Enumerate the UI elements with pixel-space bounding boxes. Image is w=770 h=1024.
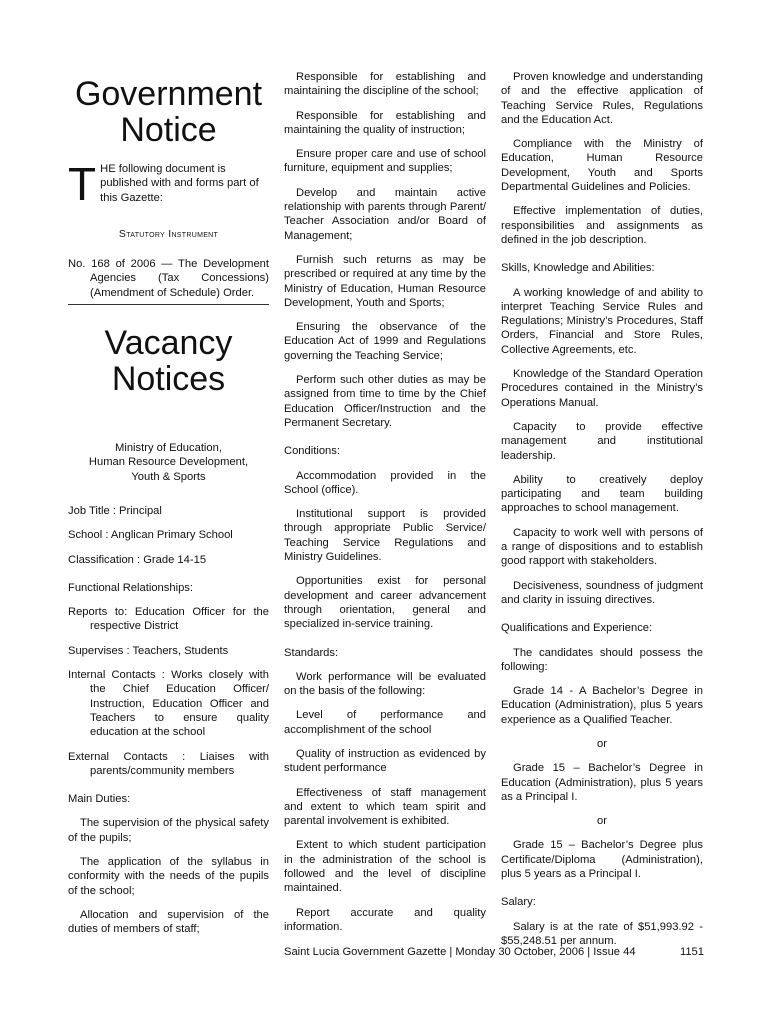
duty-item: Allocation and supervision of the duties of members of staff; [68,908,269,936]
skill-item: A working knowledge of and ability to interpret Teaching Service Rules and Regulations; Ministry’s Procedures, Staff Orders, Financial and Store Rules, Collective Agreements, etc. [501,286,703,356]
skill-item: Knowledge of the Standard Operation Procedures contained in the Ministry’s Operations Manual. [501,368,703,409]
qualification-item: Grade 14 - A Bachelor’s Degree in Education (Administration), plus 5 years experience as a Qualified Teacher. [501,685,703,726]
title-line-2: Notice [120,111,217,149]
page-footer [284,946,704,958]
standard-item: Quality of instruction as evidenced by student performance [284,747,486,775]
standard-item: Work performance will be evaluated on the basis of the following: [284,670,486,698]
skill-item: Capacity to provide effective management and institutional leadership. [501,420,703,462]
duty-item: The application of the syllabus in conformity with the needs of the pupils of the school; [68,856,269,897]
qualification-item: Grade 15 – Bachelor’s Degree in Education (Administration), plus 5 years as a Principal I. [501,762,703,803]
middle-column [284,70,486,944]
condition-item: Opportunities exist for personal development and career advancement through orientation, general and specialized in-service training. [284,575,486,631]
standard-item: Proven knowledge and understanding of and the effective application of Teaching Service Rules, Regulations and the Education Act. [501,71,703,126]
ministry-line-1: Ministry of Education, [115,442,222,455]
qualifications-heading: Qualifications and Experience: [501,622,653,635]
duty-item: Responsible for establishing and maintaining the quality of instruction; [284,109,486,136]
right-column [501,70,703,958]
vacancy-line-1: Vacancy [104,324,233,363]
standard-item: Extent to which student participation in the administration of the school is followed and the level of discipline maintained. [284,839,486,895]
notice-number: No. 168 of 2006 — The Development Agencies (Tax Concessions) (Amendment of Schedule) Order. [68,258,269,299]
duty-item: Responsible for establishing and maintaining the discipline of the school; [284,71,486,98]
vacancy-notices-title [68,325,269,397]
duty-item: Ensuring the observance of the Education Act of 1999 and Regulations governing the Teaching Service; [284,321,486,362]
skill-item: Ability to creatively deploy participating and team building approaches to school management. [501,473,703,515]
left-column [68,70,269,947]
internal-contacts: Internal Contacts : Works closely with the Chief Education Officer/ Instruction, Education Officer and Teachers to ensure quality education at the school [68,669,269,739]
intro-text: HE following document is published with and forms part of this Gazette: [100,163,259,204]
main-duties-heading: Main Duties: [68,793,131,806]
intro-paragraph [68,162,269,205]
vacancy-line-2: Notices [111,360,226,399]
or-separator: or [597,815,607,828]
duty-item: Ensure proper care and use of school furniture, equipment and supplies; [284,148,486,175]
job-title: Job Title : Principal [68,504,162,517]
qualification-item: Grade 15 – Bachelor’s Degree plus Certificate/Diploma (Administration), plus 5 years as a Principal I. [501,839,703,881]
government-notice-title [68,76,269,148]
ministry-block [68,441,269,484]
condition-item: Accommodation provided in the School (office). [284,469,486,496]
standard-item: Effective implementation of duties, responsibilities and assignments as defined in the job description. [501,205,703,246]
divider [68,304,269,305]
ministry-line-2: Human Resource Development, [88,456,249,469]
or-separator: or [597,737,607,750]
salary-text: Salary is at the rate of $51,993.92 - $55,248.51 per annum. [501,920,703,947]
title-line-1: Government [74,75,263,113]
drop-cap: T [68,162,97,205]
salary-heading: Salary: [501,896,536,909]
skills-heading: Skills, Knowledge and Abilities: [501,262,655,275]
functional-relationships-heading: Functional Relationships: [68,581,193,594]
page-number: 1151 [679,946,704,958]
standard-item: Report accurate and quality information. [284,906,486,933]
duty-item: Perform such other duties as may be assigned from time to time by the Chief Education Officer/Instruction and the Permanent Secretary. [284,374,486,429]
standard-item: Compliance with the Ministry of Education, Human Resource Development, Youth and Sports Departmental Guidelines and Policies. [501,138,703,194]
qualification-item: The candidates should possess the following: [501,646,703,673]
duty-item: Furnish such returns as may be prescribed or required at any time by the Ministry of Education, Human Resource Development, Youth and Sports; [284,253,486,309]
duty-item: Develop and maintain active relationship with parents through Parent/ Teacher Association and/or Board of Management; [284,186,486,242]
condition-item: Institutional support is provided through appropriate Public Service/ Teaching Service Regulations and Ministry Guidelines. [284,508,486,564]
statutory-instrument-heading: Statutory Instrument [118,227,219,240]
duty-item: The supervision of the physical safety of the pupils; [68,817,269,844]
external-contacts: External Contacts : Liaises with parents/community members [68,750,269,777]
classification: Classification : Grade 14-15 [68,553,207,566]
footer-text: Saint Lucia Government Gazette | Monday 30 October, 2006 | Issue 44 [284,946,636,958]
skill-item: Capacity to work well with persons of a range of dispositions and to establish good rapport with stakeholders. [501,526,703,568]
reports-to: Reports to: Education Officer for the respective District [68,606,269,633]
standards-heading: Standards: [284,646,339,659]
supervises: Supervises : Teachers, Students [68,644,229,657]
conditions-heading: Conditions: [284,445,340,458]
ministry-line-3: Youth & Sports [131,470,206,483]
standard-item: Effectiveness of staff management and extent to which team spirit and parental involvement is exhibited. [284,786,486,828]
skill-item: Decisiveness, soundness of judgment and clarity in issuing directives. [501,579,703,606]
school-name: School : Anglican Primary School [68,529,233,542]
standard-item: Level of performance and accomplishment of the school [284,709,486,736]
